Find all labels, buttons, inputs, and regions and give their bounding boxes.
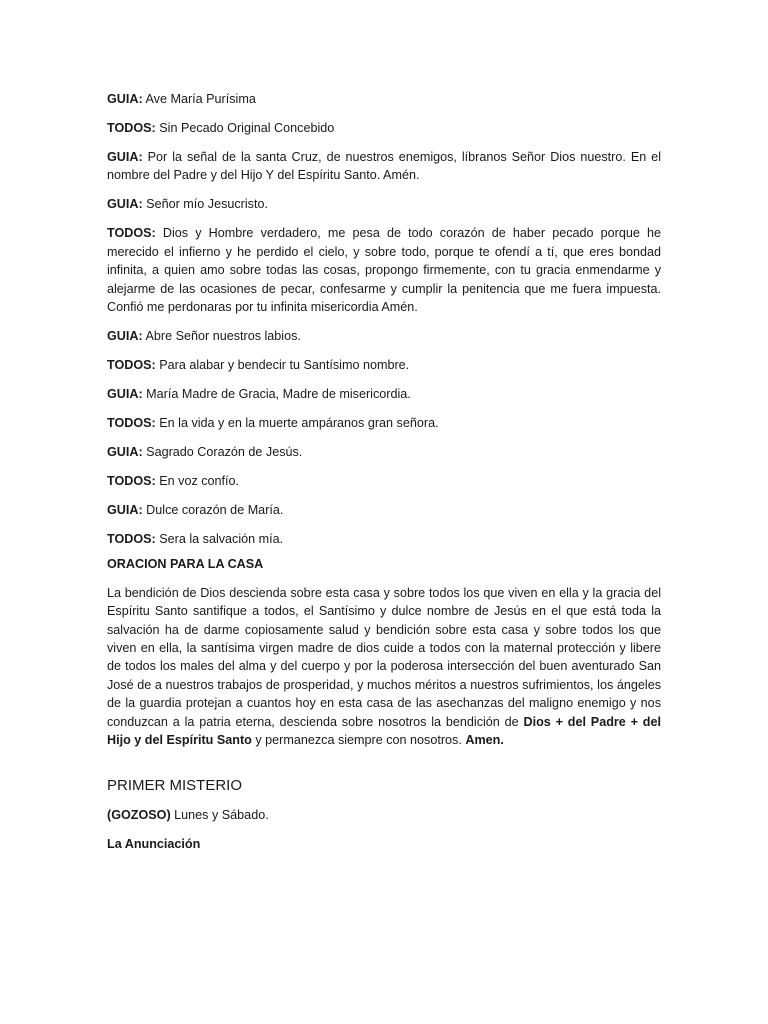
prayer-line (107, 148, 661, 185)
prayer-text: Sera la salvación mía. (155, 532, 284, 547)
speaker-label: GUIA: (107, 329, 143, 344)
prayer-text: Señor mío Jesucristo. (142, 197, 268, 212)
prayer-text: Para alabar y bendecir tu Santísimo nombre. (155, 358, 410, 373)
speaker-label: GUIA: (107, 503, 143, 518)
oracion-amen: Amen. (465, 733, 504, 748)
prayer-text: Ave María Purísima (142, 92, 256, 106)
prayer-text: Por la señal de la santa Cruz, de nuestros enemigos, líbranos Señor Dios nuestro. En el nombre del Padre y del Hijo Y del Espíritu Santo. Amén. (107, 150, 661, 183)
oracion-body (107, 584, 661, 750)
prayer-line (107, 472, 661, 490)
speaker-label: GUIA: (107, 150, 143, 164)
oracion-closing: y permanezca siempre con nosotros. (251, 733, 466, 748)
misterio-subtitle (107, 835, 661, 853)
oracion-text: La bendición de Dios descienda sobre esta casa y sobre todos los que viven en ella y la gracia del Espíritu Santo santifique a todos, el Santísimo y dulce nombre de Jesús en el que está toda la salvación ha de darme copiosamente salud y bendición sobre esta casa y sobre todos los que viven en ella, la santísima virgen madre de dios cuide a todos con la maternal protección y libere de todos los males del alma y del cuerpo y por la poderosa intersección del buen aventurado San José de a nuestros trabajos de prosperidad, y muchos méritos a nuestros sufrimientos, los ángeles de la guardia protejan a cuantos hoy en esta casa de las asechanzas del maligno enemigo y nos conduzcan a la patria eterna, descienda sobre nosotros la bendición de (107, 585, 661, 729)
prayer-text: En la vida y en la muerte ampáranos gran señora. (155, 416, 439, 431)
prayer-line (107, 327, 661, 345)
prayer-text: Dios y Hombre verdadero, me pesa de todo corazón de haber pecado porque he merecido el infierno y he perdido el cielo, y sobre todo, porque te ofendí a tí, que eres bondad infinita, a quien amo sobre todas las cosas, propongo firmemente, con tu gracia enmendarme y alejarme de las ocasiones de pecar, confesarme y cumplir la penitencia que me fuera impuesta. Confió me perdonaras por tu infinita misericordia Amén. (107, 226, 661, 315)
misterio-title: PRIMER MISTERIO (107, 776, 243, 794)
prayer-text: María Madre de Gracia, Madre de misericordia. (142, 387, 411, 402)
speaker-label: TODOS: (107, 532, 156, 547)
prayer-text: Dulce corazón de María. (142, 503, 284, 518)
speaker-label: TODOS: (107, 416, 156, 431)
prayer-line (107, 356, 661, 374)
prayer-text: Sagrado Corazón de Jesús. (142, 445, 303, 460)
prayer-line (107, 195, 661, 213)
speaker-label: GUIA: (107, 445, 143, 460)
misterio-days-line (107, 806, 661, 824)
misterio-days: Lunes y Sábado. (170, 807, 269, 822)
prayer-line (107, 90, 661, 108)
misterio-type: (GOZOSO) (107, 807, 171, 822)
prayer-line (107, 501, 661, 519)
prayer-line (107, 443, 661, 461)
speaker-label: TODOS: (107, 474, 156, 489)
oracion-heading: ORACION PARA LA CASA (107, 557, 264, 572)
misterio-subtitle-text: La Anunciación (107, 836, 201, 851)
prayer-text: En voz confío. (155, 474, 240, 489)
oracion-blessing: Dios + del Padre + del Hijo y del Espíritu Santo (107, 714, 661, 748)
prayer-text: Abre Señor nuestros labios. (142, 329, 301, 344)
prayer-line (107, 224, 661, 316)
prayer-text: Sin Pecado Original Concebido (155, 121, 335, 135)
speaker-label: GUIA: (107, 197, 143, 212)
document-page (107, 90, 661, 864)
speaker-label: TODOS: (107, 121, 156, 135)
speaker-label: TODOS: (107, 358, 156, 373)
prayer-line (107, 414, 661, 432)
speaker-label: GUIA: (107, 92, 143, 106)
speaker-label: TODOS: (107, 226, 156, 241)
prayer-line (107, 119, 661, 137)
speaker-label: GUIA: (107, 387, 143, 402)
prayer-line (107, 385, 661, 403)
prayer-line (107, 530, 661, 548)
